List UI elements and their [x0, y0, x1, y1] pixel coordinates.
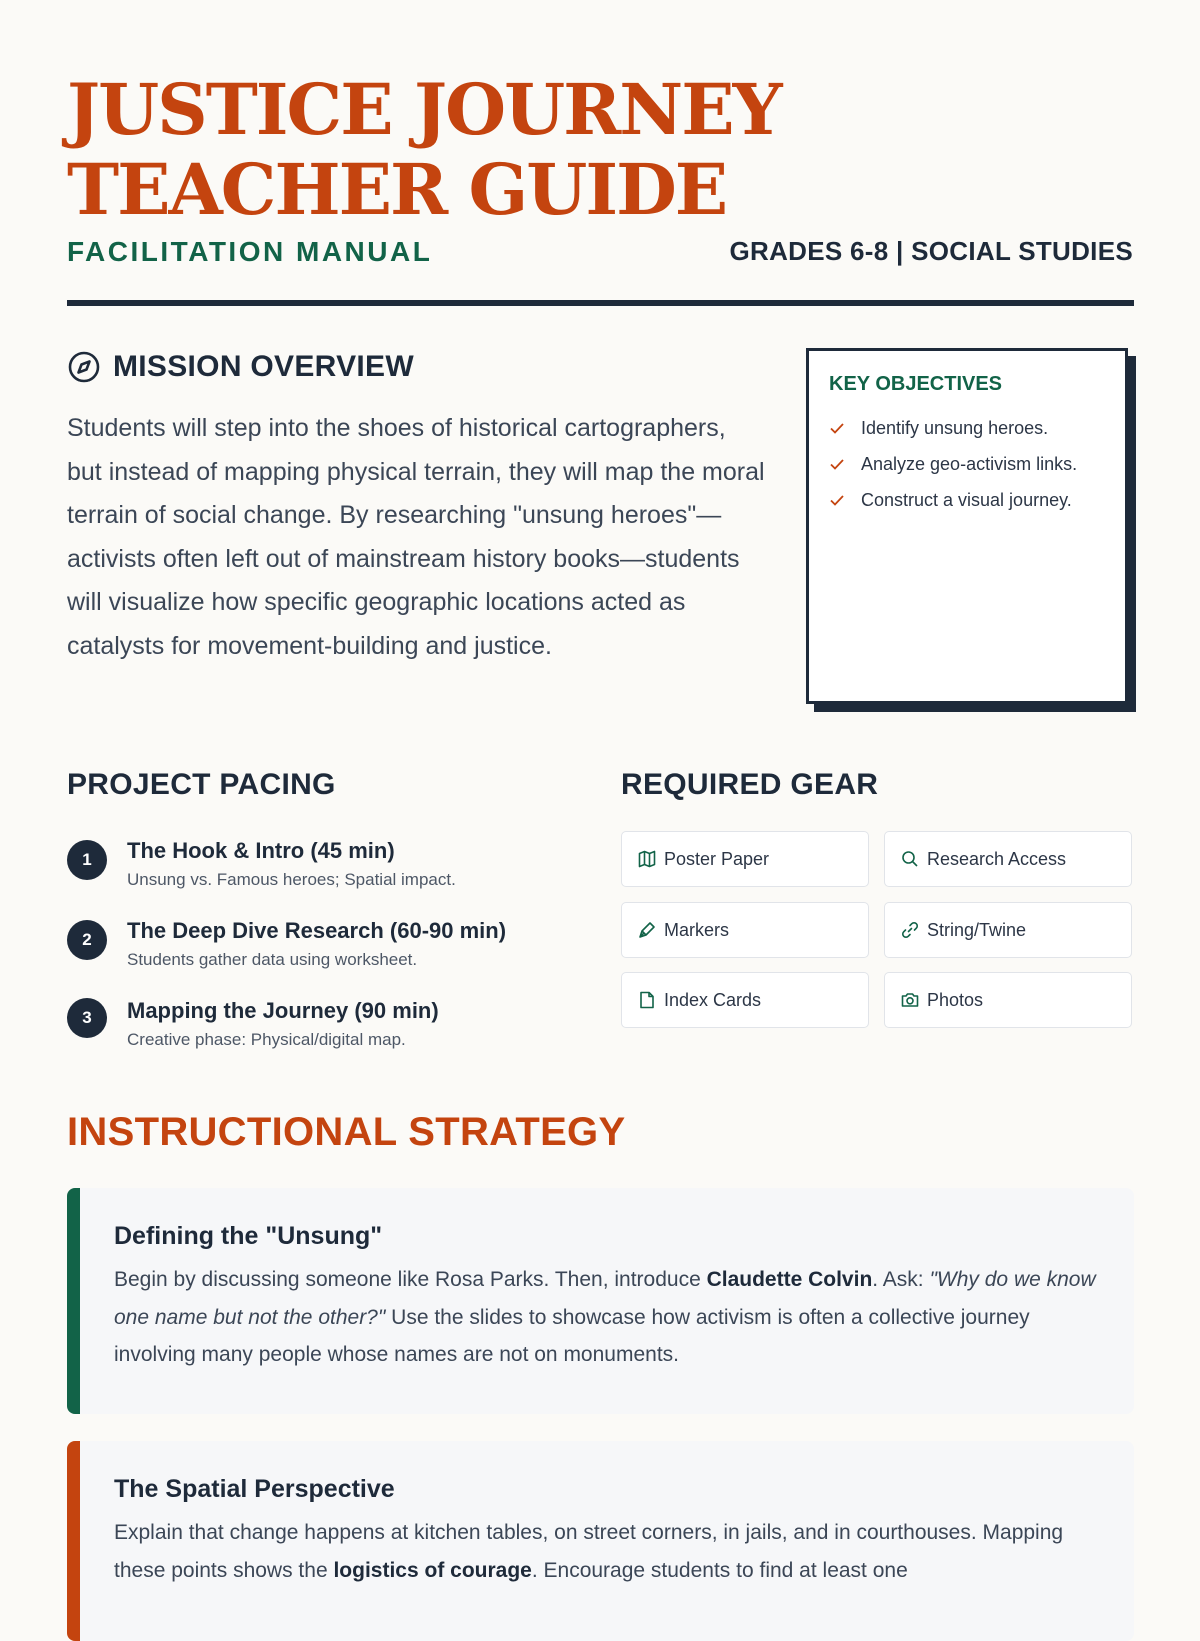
step-title: Mapping the Journey (90 min): [127, 998, 439, 1023]
objective-text: Analyze geo-activism links.: [861, 453, 1078, 474]
highlight-phrase: logistics of courage: [333, 1558, 532, 1582]
gear-label: Research Access: [927, 848, 1067, 869]
gear-item-markers: [621, 902, 869, 958]
step-number-badge: 2: [67, 920, 107, 960]
header-divider: [67, 300, 1134, 306]
instructional-strategy-heading: INSTRUCTIONAL STRATEGY: [67, 1110, 626, 1154]
highlight-name: Claudette Colvin: [706, 1268, 873, 1291]
question-quote: "Why do we know one name but not the other?": [114, 1268, 1096, 1329]
required-gear-heading: REQUIRED GEAR: [621, 768, 879, 801]
strategy-card-title: The Spatial Perspective: [114, 1475, 395, 1503]
mission-overview-text: Students will step into the shoes of historical cartographers, but instead of mapping physical terrain, they will map the moral terrain of social change. By researching "unsung heroes"—activists often left out of mainstream history books—students will visualize how specific geographic locations acted as catalysts for movement-building and justice.: [67, 414, 765, 660]
step-description: Students gather data using worksheet.: [127, 950, 418, 969]
objective-text: Identify unsung heroes.: [861, 417, 1049, 438]
step-number-badge: 1: [67, 840, 107, 880]
gear-item-string-twine: [884, 902, 1132, 958]
gear-item-photos: [884, 972, 1132, 1028]
strategy-card-text: Begin by discussing someone like Rosa Parks. Then, introduce Claudette Colvin. Ask: "Why do we know one name but not the other?" Use the slides to showcase how activism is often a collective journey involving many people whose names are not on monuments.: [114, 1268, 1096, 1366]
gear-item-research-access: [884, 831, 1132, 887]
page-title: JUSTICE JOURNEY TEACHER GUIDE: [67, 68, 781, 231]
check-icon: [829, 456, 845, 472]
search-icon: [901, 850, 919, 868]
project-pacing-heading: PROJECT PACING: [67, 768, 336, 801]
strategy-card-title: Defining the "Unsung": [114, 1222, 383, 1250]
page-subtitle: FACILITATION MANUAL: [67, 236, 433, 267]
objective-item: [829, 410, 1105, 446]
map-icon: [638, 850, 656, 868]
step-description: Unsung vs. Famous heroes; Spatial impact.: [127, 870, 456, 889]
gear-label: Index Cards: [664, 989, 762, 1010]
card-icon: [638, 991, 656, 1009]
objectives-list: [829, 410, 1105, 518]
key-objectives-heading: KEY OBJECTIVES: [829, 373, 1003, 395]
strategy-card-text: Explain that change happens at kitchen tables, on street corners, in jails, and in courthouses. Mapping these points shows the logistics of courage. Encourage students to find at least one: [114, 1521, 1064, 1582]
step-number-badge: 3: [67, 998, 107, 1038]
gear-label: Poster Paper: [664, 848, 770, 869]
strategy-card-spatial: [67, 1441, 1134, 1641]
check-icon: [829, 492, 845, 508]
mission-overview-heading: [67, 350, 414, 384]
step-description: Creative phase: Physical/digital map.: [127, 1030, 406, 1049]
compass-icon: [67, 350, 101, 384]
link-icon: [901, 921, 919, 939]
gear-label: Markers: [664, 919, 730, 940]
grade-subject-label: GRADES 6-8 | SOCIAL STUDIES: [729, 236, 1133, 266]
gear-label: Photos: [927, 989, 984, 1010]
gear-item-poster-paper: [621, 831, 869, 887]
objective-text: Construct a visual journey.: [861, 489, 1072, 510]
step-title: The Hook & Intro (45 min): [127, 838, 395, 863]
objective-item: [829, 446, 1105, 482]
strategy-card-unsung: [67, 1188, 1134, 1414]
step-title: The Deep Dive Research (60-90 min): [127, 918, 507, 943]
key-objectives-card: [806, 348, 1128, 704]
objective-item: [829, 482, 1105, 518]
gear-item-index-cards: [621, 972, 869, 1028]
gear-label: String/Twine: [927, 919, 1027, 940]
mission-overview-label: MISSION OVERVIEW: [113, 350, 414, 383]
camera-icon: [901, 991, 919, 1009]
check-icon: [829, 420, 845, 436]
pen-icon: [638, 921, 656, 939]
